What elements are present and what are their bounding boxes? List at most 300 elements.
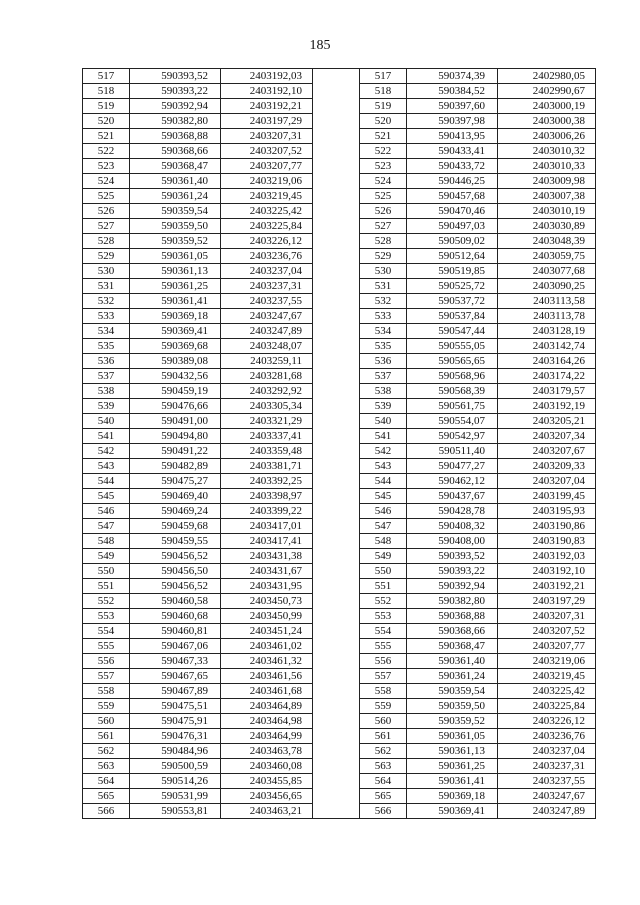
column-gap [313, 249, 360, 264]
right-point-number-cell: 558 [360, 684, 407, 699]
table-row [83, 384, 596, 399]
column-gap [313, 369, 360, 384]
left-point-number-cell: 521 [83, 129, 130, 144]
right-x-coordinate-cell: 590393,22 [407, 564, 498, 579]
right-y-coordinate-cell: 2402980,05 [498, 69, 596, 84]
right-x-coordinate-cell: 590568,39 [407, 384, 498, 399]
left-point-number-cell: 517 [83, 69, 130, 84]
table-row [83, 489, 596, 504]
left-point-number-cell: 546 [83, 504, 130, 519]
left-y-coordinate-cell: 2403381,71 [221, 459, 313, 474]
right-point-number-cell: 557 [360, 669, 407, 684]
column-gap [313, 294, 360, 309]
column-gap [313, 654, 360, 669]
left-point-number-cell: 538 [83, 384, 130, 399]
right-x-coordinate-cell: 590437,67 [407, 489, 498, 504]
column-gap [313, 204, 360, 219]
right-x-coordinate-cell: 590512,64 [407, 249, 498, 264]
right-y-coordinate-cell: 2403237,55 [498, 774, 596, 789]
right-x-coordinate-cell: 590462,12 [407, 474, 498, 489]
left-point-number-cell: 552 [83, 594, 130, 609]
left-y-coordinate-cell: 2403464,98 [221, 714, 313, 729]
right-point-number-cell: 521 [360, 129, 407, 144]
left-point-number-cell: 541 [83, 429, 130, 444]
column-gap [313, 609, 360, 624]
left-y-coordinate-cell: 2403431,38 [221, 549, 313, 564]
right-point-number-cell: 527 [360, 219, 407, 234]
right-x-coordinate-cell: 590433,72 [407, 159, 498, 174]
right-x-coordinate-cell: 590374,39 [407, 69, 498, 84]
left-point-number-cell: 566 [83, 804, 130, 819]
right-x-coordinate-cell: 590519,85 [407, 264, 498, 279]
right-point-number-cell: 530 [360, 264, 407, 279]
left-y-coordinate-cell: 2403207,52 [221, 144, 313, 159]
column-gap [313, 279, 360, 294]
left-y-coordinate-cell: 2403461,32 [221, 654, 313, 669]
right-x-coordinate-cell: 590397,60 [407, 99, 498, 114]
table-row [83, 264, 596, 279]
left-x-coordinate-cell: 590456,52 [130, 549, 221, 564]
left-x-coordinate-cell: 590467,06 [130, 639, 221, 654]
left-x-coordinate-cell: 590369,41 [130, 324, 221, 339]
left-point-number-cell: 529 [83, 249, 130, 264]
left-y-coordinate-cell: 2403219,45 [221, 189, 313, 204]
right-y-coordinate-cell: 2403237,31 [498, 759, 596, 774]
table-row [83, 759, 596, 774]
left-x-coordinate-cell: 590469,24 [130, 504, 221, 519]
column-gap [313, 234, 360, 249]
right-point-number-cell: 563 [360, 759, 407, 774]
left-y-coordinate-cell: 2403248,07 [221, 339, 313, 354]
left-y-coordinate-cell: 2403259,11 [221, 354, 313, 369]
left-y-coordinate-cell: 2403237,55 [221, 294, 313, 309]
right-point-number-cell: 517 [360, 69, 407, 84]
right-x-coordinate-cell: 590413,95 [407, 129, 498, 144]
right-x-coordinate-cell: 590470,46 [407, 204, 498, 219]
left-point-number-cell: 527 [83, 219, 130, 234]
left-x-coordinate-cell: 590369,68 [130, 339, 221, 354]
left-point-number-cell: 526 [83, 204, 130, 219]
right-point-number-cell: 533 [360, 309, 407, 324]
left-x-coordinate-cell: 590361,05 [130, 249, 221, 264]
table-row [83, 189, 596, 204]
right-y-coordinate-cell: 2403237,04 [498, 744, 596, 759]
right-x-coordinate-cell: 590368,88 [407, 609, 498, 624]
right-y-coordinate-cell: 2403225,42 [498, 684, 596, 699]
left-y-coordinate-cell: 2403463,21 [221, 804, 313, 819]
left-x-coordinate-cell: 590514,26 [130, 774, 221, 789]
table-row [83, 309, 596, 324]
right-point-number-cell: 565 [360, 789, 407, 804]
table-row [83, 714, 596, 729]
left-point-number-cell: 537 [83, 369, 130, 384]
column-gap [313, 264, 360, 279]
table-row [83, 534, 596, 549]
right-y-coordinate-cell: 2403077,68 [498, 264, 596, 279]
left-y-coordinate-cell: 2403417,01 [221, 519, 313, 534]
table-row [83, 174, 596, 189]
right-y-coordinate-cell: 2403226,12 [498, 714, 596, 729]
table-row [83, 594, 596, 609]
table-row [83, 804, 596, 819]
left-y-coordinate-cell: 2403451,24 [221, 624, 313, 639]
left-y-coordinate-cell: 2403247,67 [221, 309, 313, 324]
column-gap [313, 69, 360, 84]
left-y-coordinate-cell: 2403463,78 [221, 744, 313, 759]
left-y-coordinate-cell: 2403337,41 [221, 429, 313, 444]
right-point-number-cell: 522 [360, 144, 407, 159]
right-point-number-cell: 560 [360, 714, 407, 729]
right-x-coordinate-cell: 590397,98 [407, 114, 498, 129]
left-y-coordinate-cell: 2403292,92 [221, 384, 313, 399]
left-x-coordinate-cell: 590459,68 [130, 519, 221, 534]
right-y-coordinate-cell: 2403174,22 [498, 369, 596, 384]
right-y-coordinate-cell: 2403190,86 [498, 519, 596, 534]
left-point-number-cell: 564 [83, 774, 130, 789]
right-point-number-cell: 550 [360, 564, 407, 579]
right-point-number-cell: 553 [360, 609, 407, 624]
left-point-number-cell: 522 [83, 144, 130, 159]
table-row [83, 729, 596, 744]
right-point-number-cell: 555 [360, 639, 407, 654]
left-x-coordinate-cell: 590361,41 [130, 294, 221, 309]
left-point-number-cell: 549 [83, 549, 130, 564]
left-point-number-cell: 553 [83, 609, 130, 624]
left-x-coordinate-cell: 590475,51 [130, 699, 221, 714]
right-point-number-cell: 547 [360, 519, 407, 534]
table-row [83, 324, 596, 339]
right-point-number-cell: 525 [360, 189, 407, 204]
right-x-coordinate-cell: 590359,54 [407, 684, 498, 699]
right-x-coordinate-cell: 590565,65 [407, 354, 498, 369]
table-row [83, 654, 596, 669]
right-x-coordinate-cell: 590537,72 [407, 294, 498, 309]
table-row [83, 519, 596, 534]
right-x-coordinate-cell: 590433,41 [407, 144, 498, 159]
left-point-number-cell: 520 [83, 114, 130, 129]
column-gap [313, 774, 360, 789]
right-point-number-cell: 559 [360, 699, 407, 714]
left-x-coordinate-cell: 590467,89 [130, 684, 221, 699]
table-row [83, 339, 596, 354]
right-y-coordinate-cell: 2403009,98 [498, 174, 596, 189]
left-y-coordinate-cell: 2403207,77 [221, 159, 313, 174]
table-row [83, 234, 596, 249]
left-x-coordinate-cell: 590476,66 [130, 399, 221, 414]
right-point-number-cell: 538 [360, 384, 407, 399]
right-x-coordinate-cell: 590568,96 [407, 369, 498, 384]
table-row [83, 669, 596, 684]
column-gap [313, 429, 360, 444]
left-x-coordinate-cell: 590361,13 [130, 264, 221, 279]
right-y-coordinate-cell: 2403030,89 [498, 219, 596, 234]
left-y-coordinate-cell: 2403450,73 [221, 594, 313, 609]
table-row [83, 504, 596, 519]
right-y-coordinate-cell: 2403207,34 [498, 429, 596, 444]
column-gap [313, 639, 360, 654]
right-y-coordinate-cell: 2403236,76 [498, 729, 596, 744]
right-x-coordinate-cell: 590368,66 [407, 624, 498, 639]
right-y-coordinate-cell: 2403195,93 [498, 504, 596, 519]
right-y-coordinate-cell: 2403225,84 [498, 699, 596, 714]
left-point-number-cell: 533 [83, 309, 130, 324]
left-point-number-cell: 525 [83, 189, 130, 204]
left-x-coordinate-cell: 590393,52 [130, 69, 221, 84]
right-y-coordinate-cell: 2403219,06 [498, 654, 596, 669]
right-y-coordinate-cell: 2403199,45 [498, 489, 596, 504]
right-point-number-cell: 531 [360, 279, 407, 294]
left-x-coordinate-cell: 590359,50 [130, 219, 221, 234]
right-x-coordinate-cell: 590361,13 [407, 744, 498, 759]
column-gap [313, 744, 360, 759]
table-row [83, 684, 596, 699]
right-point-number-cell: 536 [360, 354, 407, 369]
table-row [83, 114, 596, 129]
right-y-coordinate-cell: 2403128,19 [498, 324, 596, 339]
left-x-coordinate-cell: 590456,50 [130, 564, 221, 579]
left-x-coordinate-cell: 590553,81 [130, 804, 221, 819]
left-point-number-cell: 561 [83, 729, 130, 744]
right-point-number-cell: 518 [360, 84, 407, 99]
right-x-coordinate-cell: 590359,50 [407, 699, 498, 714]
right-x-coordinate-cell: 590384,52 [407, 84, 498, 99]
right-point-number-cell: 554 [360, 624, 407, 639]
column-gap [313, 699, 360, 714]
column-gap [313, 624, 360, 639]
right-y-coordinate-cell: 2403219,45 [498, 669, 596, 684]
left-y-coordinate-cell: 2403247,89 [221, 324, 313, 339]
left-point-number-cell: 530 [83, 264, 130, 279]
left-y-coordinate-cell: 2403225,84 [221, 219, 313, 234]
right-x-coordinate-cell: 590359,52 [407, 714, 498, 729]
column-gap [313, 354, 360, 369]
column-gap [313, 579, 360, 594]
left-x-coordinate-cell: 590456,52 [130, 579, 221, 594]
right-x-coordinate-cell: 590361,41 [407, 774, 498, 789]
left-point-number-cell: 540 [83, 414, 130, 429]
right-y-coordinate-cell: 2403207,77 [498, 639, 596, 654]
column-gap [313, 384, 360, 399]
left-point-number-cell: 563 [83, 759, 130, 774]
left-point-number-cell: 542 [83, 444, 130, 459]
column-gap [313, 309, 360, 324]
right-x-coordinate-cell: 590555,05 [407, 339, 498, 354]
left-x-coordinate-cell: 590368,47 [130, 159, 221, 174]
left-x-coordinate-cell: 590491,00 [130, 414, 221, 429]
right-point-number-cell: 548 [360, 534, 407, 549]
left-y-coordinate-cell: 2403236,76 [221, 249, 313, 264]
left-x-coordinate-cell: 590531,99 [130, 789, 221, 804]
column-gap [313, 174, 360, 189]
column-gap [313, 684, 360, 699]
left-y-coordinate-cell: 2403461,68 [221, 684, 313, 699]
table-row [83, 699, 596, 714]
left-point-number-cell: 551 [83, 579, 130, 594]
right-y-coordinate-cell: 2403207,52 [498, 624, 596, 639]
left-y-coordinate-cell: 2403461,02 [221, 639, 313, 654]
right-point-number-cell: 523 [360, 159, 407, 174]
left-x-coordinate-cell: 590432,56 [130, 369, 221, 384]
left-point-number-cell: 547 [83, 519, 130, 534]
left-y-coordinate-cell: 2403431,67 [221, 564, 313, 579]
left-y-coordinate-cell: 2403399,22 [221, 504, 313, 519]
right-point-number-cell: 524 [360, 174, 407, 189]
column-gap [313, 459, 360, 474]
right-x-coordinate-cell: 590542,97 [407, 429, 498, 444]
right-y-coordinate-cell: 2403059,75 [498, 249, 596, 264]
right-x-coordinate-cell: 590537,84 [407, 309, 498, 324]
left-point-number-cell: 531 [83, 279, 130, 294]
column-gap [313, 714, 360, 729]
table-row [83, 219, 596, 234]
left-x-coordinate-cell: 590460,81 [130, 624, 221, 639]
left-x-coordinate-cell: 590491,22 [130, 444, 221, 459]
left-x-coordinate-cell: 590467,33 [130, 654, 221, 669]
left-y-coordinate-cell: 2403219,06 [221, 174, 313, 189]
right-point-number-cell: 534 [360, 324, 407, 339]
right-x-coordinate-cell: 590361,40 [407, 654, 498, 669]
column-gap [313, 324, 360, 339]
right-y-coordinate-cell: 2403010,32 [498, 144, 596, 159]
left-y-coordinate-cell: 2403461,56 [221, 669, 313, 684]
table-body [83, 69, 596, 819]
right-point-number-cell: 561 [360, 729, 407, 744]
left-x-coordinate-cell: 590494,80 [130, 429, 221, 444]
right-x-coordinate-cell: 590361,24 [407, 669, 498, 684]
left-x-coordinate-cell: 590368,66 [130, 144, 221, 159]
left-y-coordinate-cell: 2403392,25 [221, 474, 313, 489]
right-x-coordinate-cell: 590361,25 [407, 759, 498, 774]
table-row [83, 294, 596, 309]
right-y-coordinate-cell: 2403090,25 [498, 279, 596, 294]
right-y-coordinate-cell: 2403006,26 [498, 129, 596, 144]
right-y-coordinate-cell: 2403190,83 [498, 534, 596, 549]
left-y-coordinate-cell: 2403460,08 [221, 759, 313, 774]
table-row [83, 744, 596, 759]
left-point-number-cell: 532 [83, 294, 130, 309]
left-x-coordinate-cell: 590482,89 [130, 459, 221, 474]
left-y-coordinate-cell: 2403192,03 [221, 69, 313, 84]
left-x-coordinate-cell: 590368,88 [130, 129, 221, 144]
right-y-coordinate-cell: 2403247,89 [498, 804, 596, 819]
left-x-coordinate-cell: 590361,40 [130, 174, 221, 189]
right-point-number-cell: 539 [360, 399, 407, 414]
page-number: 185 [309, 38, 331, 53]
right-y-coordinate-cell: 2403010,33 [498, 159, 596, 174]
left-point-number-cell: 545 [83, 489, 130, 504]
table-row [83, 429, 596, 444]
left-x-coordinate-cell: 590389,08 [130, 354, 221, 369]
left-point-number-cell: 554 [83, 624, 130, 639]
left-y-coordinate-cell: 2403305,34 [221, 399, 313, 414]
column-gap [313, 144, 360, 159]
left-y-coordinate-cell: 2403417,41 [221, 534, 313, 549]
column-gap [313, 594, 360, 609]
column-gap [313, 99, 360, 114]
right-y-coordinate-cell: 2403207,04 [498, 474, 596, 489]
left-y-coordinate-cell: 2403197,29 [221, 114, 313, 129]
right-point-number-cell: 543 [360, 459, 407, 474]
right-point-number-cell: 519 [360, 99, 407, 114]
right-x-coordinate-cell: 590446,25 [407, 174, 498, 189]
left-y-coordinate-cell: 2403321,29 [221, 414, 313, 429]
left-x-coordinate-cell: 590359,52 [130, 234, 221, 249]
column-gap [313, 669, 360, 684]
column-gap [313, 534, 360, 549]
column-gap [313, 129, 360, 144]
right-x-coordinate-cell: 590497,03 [407, 219, 498, 234]
right-x-coordinate-cell: 590408,00 [407, 534, 498, 549]
left-y-coordinate-cell: 2403398,97 [221, 489, 313, 504]
right-point-number-cell: 542 [360, 444, 407, 459]
right-point-number-cell: 556 [360, 654, 407, 669]
table-row [83, 204, 596, 219]
right-y-coordinate-cell: 2403164,26 [498, 354, 596, 369]
table-row [83, 549, 596, 564]
column-gap [313, 159, 360, 174]
left-x-coordinate-cell: 590467,65 [130, 669, 221, 684]
right-x-coordinate-cell: 590368,47 [407, 639, 498, 654]
left-x-coordinate-cell: 590361,24 [130, 189, 221, 204]
right-point-number-cell: 566 [360, 804, 407, 819]
left-x-coordinate-cell: 590475,91 [130, 714, 221, 729]
left-x-coordinate-cell: 590392,94 [130, 99, 221, 114]
left-point-number-cell: 559 [83, 699, 130, 714]
column-gap [313, 549, 360, 564]
right-x-coordinate-cell: 590408,32 [407, 519, 498, 534]
column-gap [313, 759, 360, 774]
left-y-coordinate-cell: 2403207,31 [221, 129, 313, 144]
column-gap [313, 219, 360, 234]
left-x-coordinate-cell: 590500,59 [130, 759, 221, 774]
left-point-number-cell: 558 [83, 684, 130, 699]
table-row [83, 69, 596, 84]
table-row [83, 369, 596, 384]
left-x-coordinate-cell: 590484,96 [130, 744, 221, 759]
left-point-number-cell: 560 [83, 714, 130, 729]
left-x-coordinate-cell: 590393,22 [130, 84, 221, 99]
left-y-coordinate-cell: 2403192,10 [221, 84, 313, 99]
right-x-coordinate-cell: 590369,41 [407, 804, 498, 819]
right-y-coordinate-cell: 2403192,21 [498, 579, 596, 594]
right-x-coordinate-cell: 590392,94 [407, 579, 498, 594]
column-gap [313, 444, 360, 459]
right-point-number-cell: 541 [360, 429, 407, 444]
table-row [83, 249, 596, 264]
column-gap [313, 189, 360, 204]
left-x-coordinate-cell: 590382,80 [130, 114, 221, 129]
left-y-coordinate-cell: 2403237,31 [221, 279, 313, 294]
right-y-coordinate-cell: 2403197,29 [498, 594, 596, 609]
right-x-coordinate-cell: 590382,80 [407, 594, 498, 609]
column-gap [313, 399, 360, 414]
table-row [83, 639, 596, 654]
right-x-coordinate-cell: 590554,07 [407, 414, 498, 429]
coordinates-table [82, 68, 596, 819]
table-row [83, 144, 596, 159]
column-gap [313, 414, 360, 429]
left-point-number-cell: 550 [83, 564, 130, 579]
right-x-coordinate-cell: 590509,02 [407, 234, 498, 249]
table-row [83, 84, 596, 99]
left-y-coordinate-cell: 2403456,65 [221, 789, 313, 804]
right-y-coordinate-cell: 2403007,38 [498, 189, 596, 204]
left-x-coordinate-cell: 590369,18 [130, 309, 221, 324]
table-row [83, 579, 596, 594]
table-row [83, 414, 596, 429]
left-x-coordinate-cell: 590476,31 [130, 729, 221, 744]
left-point-number-cell: 523 [83, 159, 130, 174]
